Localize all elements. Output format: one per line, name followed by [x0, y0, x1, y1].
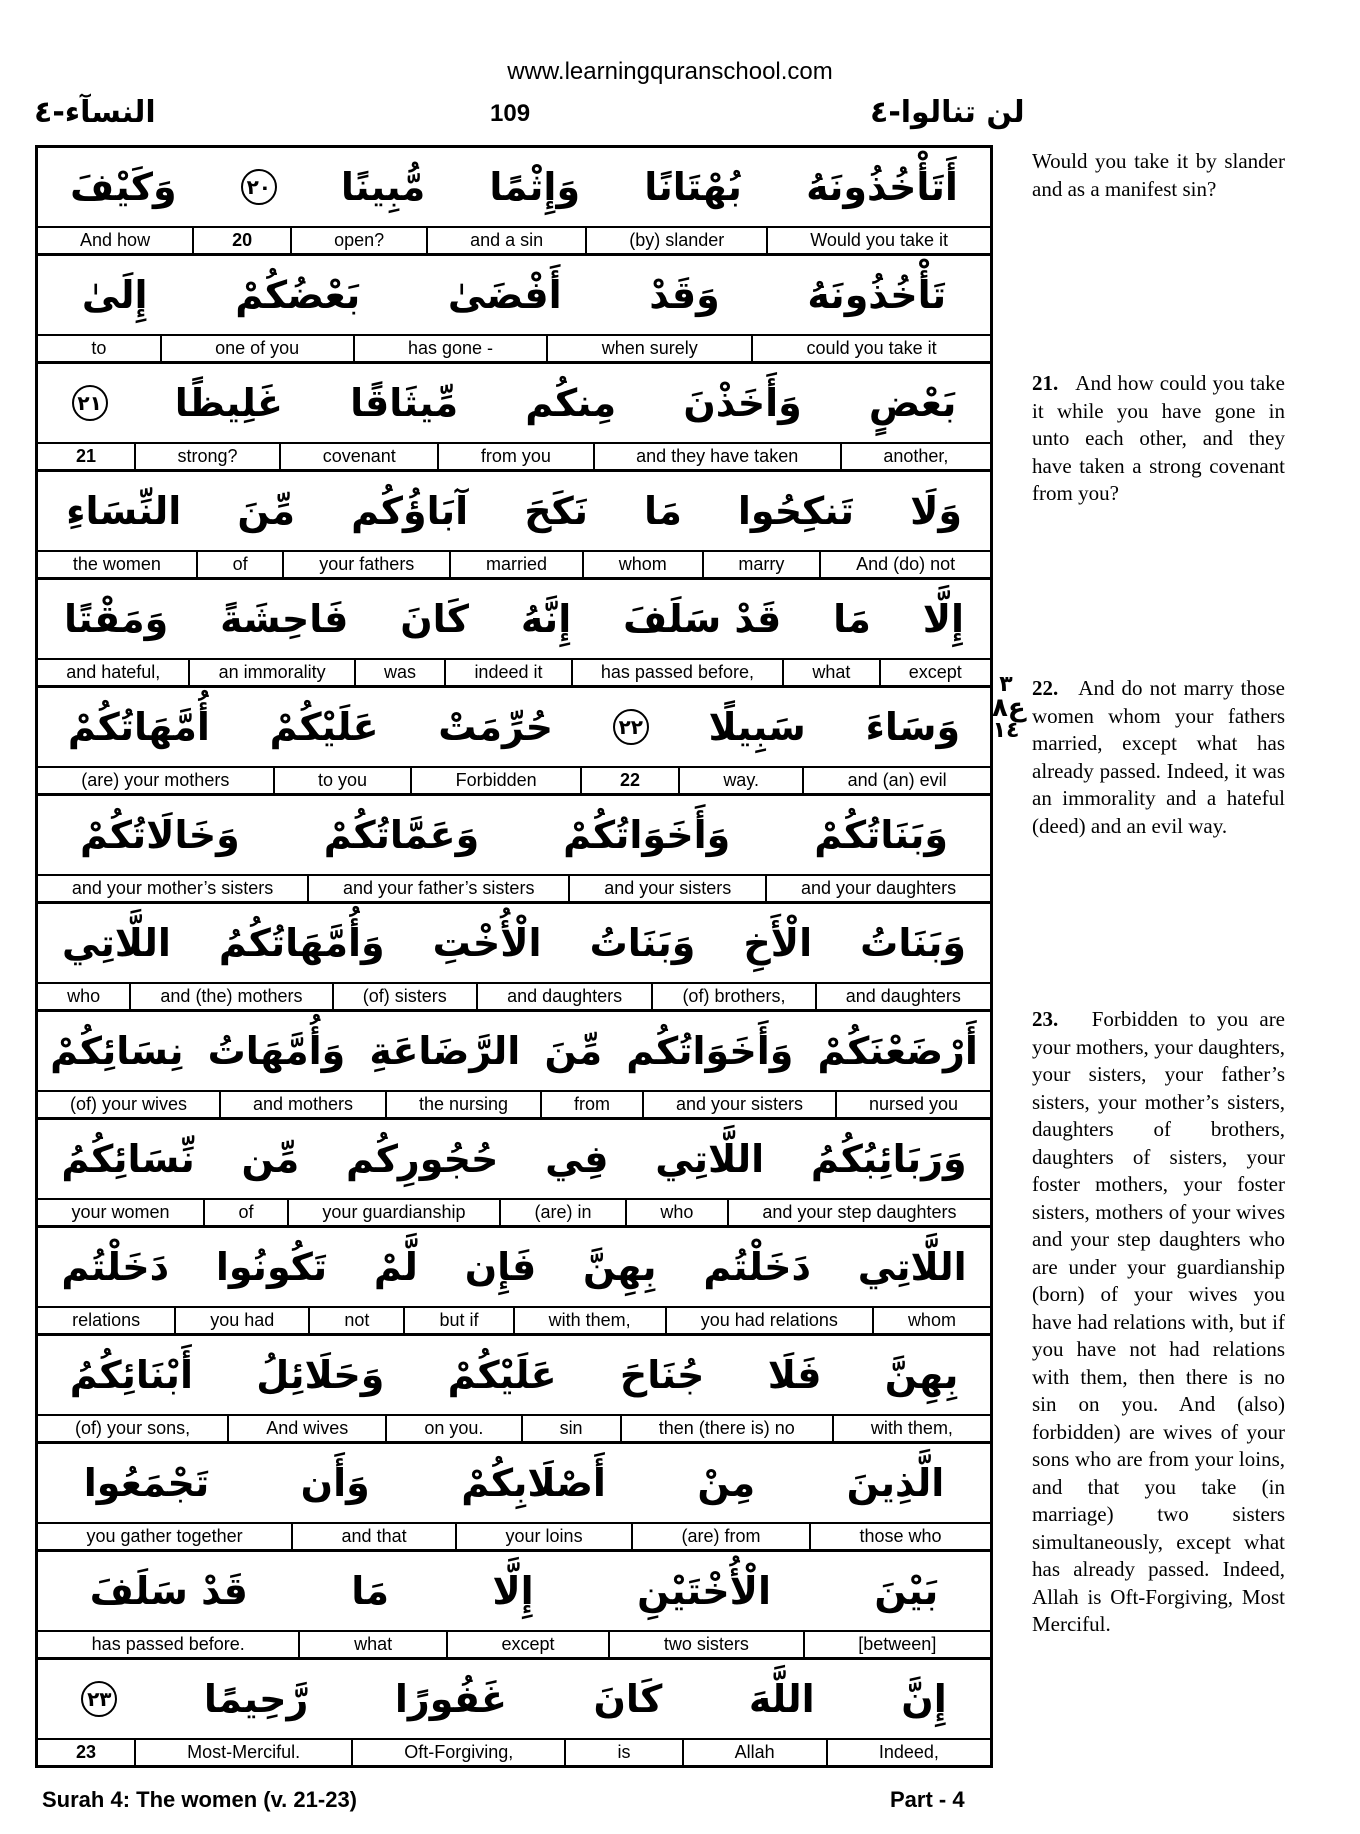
word-meaning: your loins [455, 1524, 631, 1549]
word-meaning: you gather together [86, 1526, 243, 1546]
word-meaning: (of) your wives [69, 1094, 187, 1114]
arabic-word: إِلَّا [492, 1569, 534, 1613]
arabic-word: سَبِيلًا [708, 705, 806, 749]
arabic-word: أَصْلَابِكُمْ [461, 1461, 606, 1505]
arabic-word: أَفْضَىٰ [447, 273, 562, 317]
translation-line [38, 984, 990, 1009]
translation-line [38, 876, 990, 901]
word-meaning: and your sisters [642, 1092, 835, 1117]
arabic-word: أَبْنَائِكُمُ [69, 1353, 193, 1397]
word-meaning: your fathers [282, 552, 449, 577]
word-meaning: (of) brothers, [651, 984, 814, 1009]
word-meaning: you had [174, 1308, 308, 1333]
word-meaning: and hateful, [66, 662, 161, 682]
arabic-word: أُمَّهَاتُكُمْ [67, 705, 210, 749]
arabic-word: وَأَخَذْنَ [683, 381, 802, 425]
word-meaning: your guardianship [287, 1200, 499, 1225]
word-meaning: Allah [682, 1740, 826, 1765]
arabic-word: مُّبِينًا [340, 165, 426, 209]
arabic-word: فَاحِشَةً [220, 597, 349, 641]
arabic-word: إِلَّا [922, 597, 965, 641]
arabic-word: اللَّهَ [748, 1677, 815, 1721]
arabic-word: إِلَىٰ [81, 273, 148, 317]
ruku-middle: ع٨ [992, 693, 1026, 723]
translation-line [38, 1740, 990, 1765]
arabic-word: بُهْتَانًا [644, 165, 742, 209]
translation-text: And how could you take it while you have gone in unto each other, and they have taken a strong covenant from you? [1032, 371, 1285, 505]
arabic-word: وَإِثْمًا [489, 165, 581, 209]
translation-line [38, 1524, 990, 1549]
verse-row [38, 688, 990, 796]
word-meaning: and your step daughters [727, 1200, 990, 1225]
word-by-word-table [35, 145, 993, 1768]
arabic-line [38, 472, 990, 552]
arabic-word: قَدْ سَلَفَ [89, 1569, 248, 1613]
arabic-word: غَلِيظًا [174, 381, 284, 425]
word-meaning: an immorality [188, 660, 353, 685]
arabic-line [38, 1012, 990, 1092]
arabic-word: وَأَن [300, 1461, 370, 1505]
arabic-word: الْأَخِ [743, 921, 813, 965]
arabic-word: مَا [351, 1569, 390, 1613]
arabic-line [38, 1228, 990, 1308]
arabic-word: إِنَّهُ [520, 597, 572, 641]
arabic-word: وَقَدْ [649, 273, 720, 317]
arabic-word: لَّمْ [373, 1245, 418, 1289]
verse-end-marker: ٢١ [72, 385, 108, 421]
verse-end-marker: ٢٣ [81, 1681, 117, 1717]
translation-line [38, 444, 990, 469]
arabic-line [38, 1552, 990, 1632]
translation-text: Forbidden to you are your mothers, your daughters, your sisters, your father’s sisters, your mother’s sisters, daughters of brothers, daughters of sisters, your foster mothers, your foster sisters, mothers of your wives and your step daughters who are under your guardianship (born) of your wives you have had relations with, but if you have not had relations with them, then there is no sin on you. And (also) forbidden) are wives of your sons who are from your loins, and that you take (in marriage) two sisters simultaneously, except what has already passed. Indeed, Allah is Oft-Forgiving, Most Merciful. [1032, 1007, 1286, 1636]
arabic-word: كَانَ [400, 597, 470, 641]
arabic-word: نَكَحَ [524, 489, 588, 533]
arabic-word: النِّسَاءِ [66, 489, 182, 533]
word-meaning: is [564, 1740, 681, 1765]
arabic-word: إِنَّ [901, 1677, 947, 1721]
arabic-word: مِّنَ [544, 1029, 603, 1073]
word-meaning: [between] [803, 1632, 990, 1657]
word-meaning: with them, [513, 1308, 665, 1333]
arabic-word: مِنكُم [525, 381, 617, 425]
verse-end-marker: ٢٠ [241, 169, 277, 205]
arabic-line [38, 1660, 990, 1740]
arabic-line [38, 1444, 990, 1524]
arabic-line [38, 1120, 990, 1200]
verse-row [38, 1120, 990, 1228]
arabic-word: وَأُمَّهَاتُكُمُ [218, 921, 385, 965]
arabic-word: وَسَاءَ [865, 705, 961, 749]
word-meaning: (by) slander [585, 228, 766, 253]
verse-row [38, 1444, 990, 1552]
word-meaning: has passed before. [91, 1634, 245, 1654]
translation-line [38, 1200, 990, 1225]
word-meaning: from [540, 1092, 642, 1117]
translation-block [1032, 675, 1285, 840]
arabic-word: اللَّاتِي [655, 1137, 765, 1181]
verse-row [38, 1660, 990, 1765]
translation-line [38, 1092, 990, 1117]
word-meaning: And (do) not [819, 552, 990, 577]
word-meaning: Most-Merciful. [134, 1740, 351, 1765]
arabic-word: وَبَنَاتُ [589, 921, 696, 965]
word-meaning: and your sisters [568, 876, 765, 901]
arabic-word: آبَاؤُكُم [351, 489, 469, 533]
arabic-word: غَفُورًا [394, 1677, 507, 1721]
ruku-marker [992, 672, 1026, 743]
arabic-word: أَرْضَعْنَكُمْ [817, 1029, 978, 1073]
arabic-word: عَلَيْكُمْ [447, 1353, 557, 1397]
arabic-word: اللَّاتِي [857, 1245, 967, 1289]
word-meaning: has passed before, [571, 660, 782, 685]
word-meaning: and daughters [476, 984, 651, 1009]
word-meaning: whom [582, 552, 702, 577]
arabic-word: رَّحِيمًا [203, 1677, 309, 1721]
verse-number-cell: 21 [75, 446, 96, 466]
word-meaning: (of) your sons, [75, 1418, 191, 1438]
translation-line [38, 552, 990, 577]
word-meaning: (are) your mothers [81, 770, 230, 790]
translation-line [38, 1416, 990, 1441]
arabic-word: نِّسَائِكُمُ [61, 1137, 195, 1181]
arabic-word: وَلَا [910, 489, 962, 533]
arabic-word: الرَّضَاعَةِ [369, 1029, 521, 1073]
arabic-word: دَخَلْتُم [61, 1245, 170, 1289]
arabic-word: مِنْ [697, 1461, 756, 1505]
word-meaning: was [354, 660, 444, 685]
arabic-word: وَرَبَائِبُكُمُ [810, 1137, 967, 1181]
arabic-word: مِّيثَاقًا [350, 381, 459, 425]
word-meaning: to [91, 338, 107, 358]
ruku-bottom: ١٤ [992, 718, 1020, 743]
arabic-word: نِسَائِكُمْ [50, 1029, 184, 1073]
word-meaning: and that [291, 1524, 455, 1549]
verse-row [38, 904, 990, 1012]
verse-row [38, 472, 990, 580]
arabic-line [38, 796, 990, 876]
word-meaning: what [298, 1632, 445, 1657]
word-meaning: and your father’s sisters [307, 876, 568, 901]
arabic-word: فَإِن [464, 1245, 537, 1289]
word-meaning: except [446, 1632, 608, 1657]
arabic-word: فِي [545, 1137, 609, 1181]
word-meaning: Forbidden [410, 768, 580, 793]
arabic-word: بَيْنَ [874, 1569, 939, 1613]
word-meaning: another, [840, 444, 990, 469]
word-meaning: and your mother’s sisters [71, 878, 274, 898]
arabic-word: وَأَخَوَاتُكُم [626, 1029, 794, 1073]
arabic-word: بَعْضٍ [868, 381, 957, 425]
word-meaning: of [196, 552, 283, 577]
website-url: www.learningquranschool.com [507, 58, 833, 85]
word-meaning: Indeed, [826, 1740, 990, 1765]
word-meaning: and (the) mothers [129, 984, 331, 1009]
word-meaning: who [67, 986, 101, 1006]
word-meaning: and your daughters [765, 876, 990, 901]
translation-block [1032, 148, 1285, 203]
surah-name-arabic: النسآء-٤ [34, 95, 156, 130]
arabic-word: حُرِّمَتْ [438, 705, 554, 749]
arabic-word: تَجْمَعُوا [83, 1461, 210, 1505]
juz-name-arabic: لن تنالوا-٤ [870, 95, 1025, 130]
arabic-word: قَدْ سَلَفَ [623, 597, 782, 641]
arabic-word: الْأُخْتِ [432, 921, 542, 965]
verse-end-marker: ٢٢ [613, 709, 649, 745]
arabic-line [38, 1336, 990, 1416]
arabic-word: دَخَلْتُم [703, 1245, 812, 1289]
word-meaning: married [449, 552, 582, 577]
arabic-word: جُنَاحَ [619, 1353, 705, 1397]
word-meaning: except [879, 660, 990, 685]
word-meaning: way. [678, 768, 802, 793]
word-meaning: your women [71, 1202, 170, 1222]
arabic-word: أَتَأْخُذُونَهُ [806, 165, 958, 209]
word-meaning: not [308, 1308, 403, 1333]
word-meaning: who [625, 1200, 727, 1225]
arabic-word: بِهِنَّ [583, 1245, 657, 1289]
word-meaning: you had relations [665, 1308, 872, 1333]
page-number: 109 [490, 100, 531, 127]
word-meaning: whom [872, 1308, 990, 1333]
arabic-word: وَخَالَاتُكُمْ [80, 813, 240, 857]
arabic-line [38, 256, 990, 336]
arabic-word: وَحَلَائِلُ [256, 1353, 385, 1397]
arabic-line [38, 904, 990, 984]
word-meaning: on you. [385, 1416, 520, 1441]
word-meaning: (are) from [631, 1524, 809, 1549]
translation-block [1032, 370, 1285, 508]
translation-text: Would you take it by slander and as a manifest sin? [1032, 149, 1285, 201]
verse-row [38, 796, 990, 904]
arabic-word: الْأُخْتَيْنِ [637, 1569, 771, 1613]
verse-row [38, 580, 990, 688]
word-meaning: when surely [546, 336, 751, 361]
arabic-word: وَعَمَّاتُكُمْ [323, 813, 480, 857]
verse-row [38, 256, 990, 364]
word-meaning: then (there is) no [620, 1416, 832, 1441]
verse-number-cell: 23 [75, 1742, 97, 1762]
verse-row [38, 1228, 990, 1336]
arabic-word: مِّن [241, 1137, 300, 1181]
word-meaning: with them, [832, 1416, 990, 1441]
word-meaning: to you [273, 768, 411, 793]
word-meaning: one of you [160, 336, 353, 361]
translation-line [38, 768, 990, 793]
arabic-word: عَلَيْكُمْ [269, 705, 379, 749]
word-meaning: the women [72, 554, 161, 574]
arabic-word: الَّذِينَ [846, 1461, 945, 1505]
word-meaning: and (an) evil [802, 768, 990, 793]
arabic-word: فَلَا [767, 1353, 822, 1397]
arabic-word: وَأَخَوَاتُكُمْ [563, 813, 731, 857]
translation-line [38, 336, 990, 361]
arabic-word: حُجُورِكُم [346, 1137, 499, 1181]
arabic-word: وَبَنَاتُ [860, 921, 966, 965]
arabic-line [38, 688, 990, 768]
word-meaning: (of) sisters [332, 984, 476, 1009]
footer-part: Part - 4 [890, 1787, 965, 1812]
arabic-word: مَا [833, 597, 871, 641]
verse-number: 22. [1032, 676, 1059, 700]
word-meaning: and daughters [815, 984, 990, 1009]
word-meaning: Would you take it [766, 228, 990, 253]
word-meaning: relations [72, 1310, 141, 1330]
arabic-word: بَعْضُكُمْ [235, 273, 361, 317]
translation-block [1032, 1006, 1285, 1639]
verse-row [38, 1336, 990, 1444]
translation-line [38, 228, 990, 253]
verse-number-cell: 22 [580, 768, 678, 793]
arabic-word: كَانَ [593, 1677, 663, 1721]
arabic-word: وَمَقْتًا [64, 597, 169, 641]
word-meaning: nursed you [835, 1092, 990, 1117]
ruku-top: ٣ [999, 672, 1013, 697]
arabic-word: وَبَنَاتُكُمْ [814, 813, 949, 857]
word-meaning: And wives [227, 1416, 385, 1441]
verse-number-cell: 20 [192, 228, 290, 253]
word-meaning: and mothers [219, 1092, 385, 1117]
word-meaning: marry [702, 552, 820, 577]
word-meaning: from you [437, 444, 592, 469]
word-meaning: covenant [279, 444, 437, 469]
word-meaning: (are) in [499, 1200, 625, 1225]
word-meaning: sin [521, 1416, 620, 1441]
arabic-word: تَنكِحُوا [737, 489, 855, 533]
word-meaning: indeed it [444, 660, 570, 685]
word-meaning: and they have taken [593, 444, 840, 469]
verse-number: 21. [1032, 371, 1059, 395]
translation-line [38, 1632, 990, 1657]
arabic-word: وَأُمَّهَاتُ [207, 1029, 346, 1073]
word-meaning: has gone - [353, 336, 547, 361]
word-meaning: the nursing [385, 1092, 540, 1117]
arabic-word: وَكَيْفَ [70, 165, 177, 209]
word-meaning: strong? [134, 444, 279, 469]
arabic-line [38, 580, 990, 660]
word-meaning: those who [809, 1524, 990, 1549]
word-meaning: could you take it [751, 336, 990, 361]
verse-row [38, 364, 990, 472]
word-meaning: and a sin [426, 228, 585, 253]
arabic-word: بِهِنَّ [884, 1353, 959, 1397]
translation-line [38, 660, 990, 685]
arabic-line [38, 148, 990, 228]
arabic-word: اللَّاتِي [62, 921, 171, 965]
verse-row [38, 1552, 990, 1660]
word-meaning: open? [290, 228, 426, 253]
word-meaning: Oft-Forgiving, [351, 1740, 564, 1765]
arabic-word: مَا [644, 489, 682, 533]
word-meaning: but if [403, 1308, 512, 1333]
word-meaning: of [203, 1200, 287, 1225]
word-meaning: what [782, 660, 878, 685]
translation-line [38, 1308, 990, 1333]
translation-text: And do not marry those women whom your fathers married, except what has already passed. Indeed, it was an immorality and a hateful (deed) and an evil way. [1032, 676, 1285, 838]
footer-surah: Surah 4: The women (v. 21-23) [42, 1787, 358, 1812]
verse-number: 23. [1032, 1007, 1059, 1031]
arabic-word: تَأْخُذُونَهُ [807, 273, 947, 317]
verse-row [38, 148, 990, 256]
verse-row [38, 1012, 990, 1120]
arabic-line [38, 364, 990, 444]
word-meaning: two sisters [608, 1632, 802, 1657]
word-meaning: And how [80, 230, 151, 250]
arabic-word: تَكُونُوا [215, 1245, 328, 1289]
arabic-word: مِّنَ [237, 489, 296, 533]
